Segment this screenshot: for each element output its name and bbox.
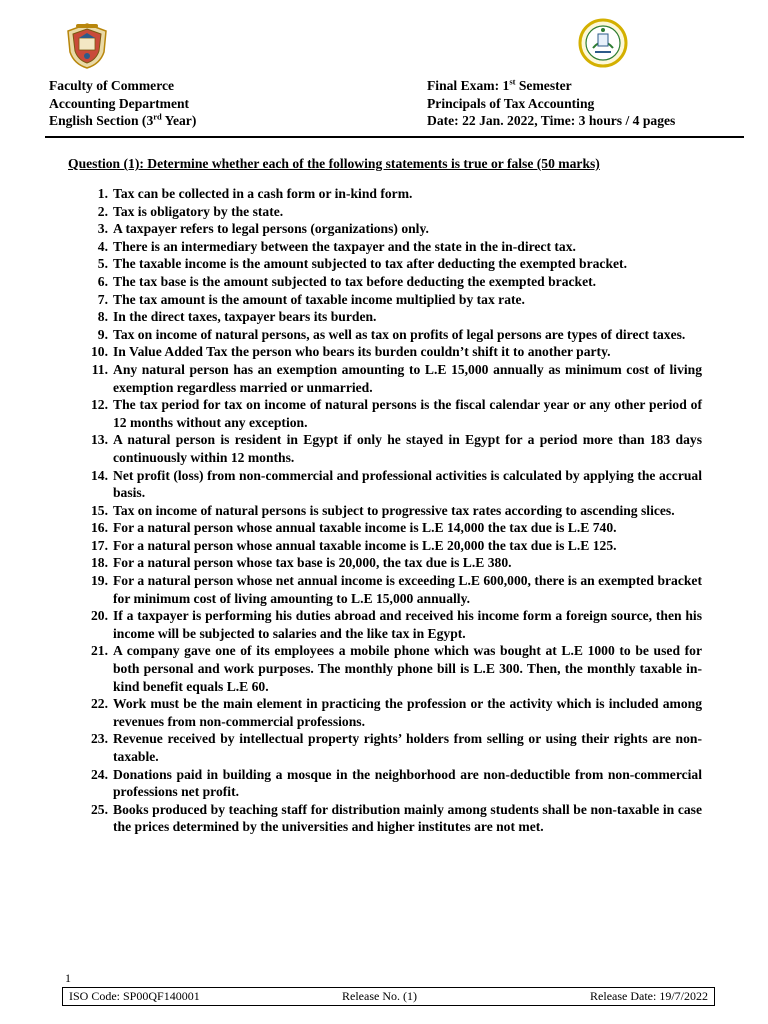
question-title: Question (1): Determine whether each of the following statements is true or false (50 marks) <box>68 156 600 171</box>
question-item <box>78 238 702 256</box>
question-number: 2. <box>97 203 108 219</box>
question-text: The tax period for tax on income of natural persons is the fiscal calendar year or any other period of 12 months without any exception. <box>113 397 702 430</box>
question-text: In Value Added Tax the person who bears its burden couldn’t shift it to another party. <box>113 344 611 360</box>
question-item <box>78 220 702 238</box>
course-name: Principals of Tax Accounting <box>427 95 595 111</box>
question-item <box>78 308 702 326</box>
question-item <box>78 801 702 836</box>
question-number: 4. <box>97 238 108 254</box>
question-item <box>78 291 702 309</box>
question-number: 15. <box>91 502 108 518</box>
question-number: 8. <box>97 309 108 325</box>
question-text: Tax on income of natural persons is subject to progressive tax rates according to ascending slices. <box>113 502 675 518</box>
question-item <box>78 572 702 607</box>
question-number: 25. <box>91 801 108 817</box>
question-number: 5. <box>97 256 108 272</box>
question-item <box>78 730 702 765</box>
question-item <box>78 554 702 572</box>
question-number: 14. <box>91 467 108 483</box>
question-text: Net profit (loss) from non-commercial and professional activities is calculated by applying the accrual basis. <box>113 467 702 501</box>
question-item <box>78 537 702 555</box>
exam-date-time: Date: 22 Jan. 2022, Time: 3 hours / 4 pages <box>427 113 676 128</box>
question-item <box>78 607 702 642</box>
question-list <box>78 185 702 836</box>
question-item <box>78 431 702 466</box>
question-item <box>78 361 702 396</box>
question-text: The tax amount is the amount of taxable income multiplied by tax rate. <box>113 291 525 307</box>
question-item <box>78 326 702 344</box>
question-item <box>78 396 702 431</box>
question-item <box>78 695 702 730</box>
question-number: 11. <box>91 361 108 377</box>
question-text: For a natural person whose annual taxable income is L.E 14,000 the tax due is L.E 740. <box>113 520 617 536</box>
question-number: 16. <box>91 520 108 536</box>
question-text: Work must be the main element in practicing the profession or the activity which is included among revenues from non-commercial professions. <box>113 696 702 729</box>
question-number: 19. <box>91 573 108 589</box>
question-item <box>78 519 702 537</box>
question-text: The tax base is the amount subjected to tax before deducting the exempted bracket. <box>113 273 597 289</box>
question-number: 24. <box>91 766 108 782</box>
question-number: 6. <box>97 273 108 289</box>
header-divider <box>45 136 744 138</box>
question-number: 7. <box>97 291 108 307</box>
question-text: A natural person is resident in Egypt if only he stayed in Egypt for a period more than 183 days continuously within 12 months. <box>113 432 702 465</box>
release-date: Release Date: 19/7/2022 <box>590 989 708 1003</box>
question-text: There is an intermediary between the taxpayer and the state in the in-direct tax. <box>113 238 576 254</box>
university-seal-logo-icon <box>64 22 110 70</box>
question-text: Tax on income of natural persons, as well as tax on profits of legal persons are types of direct taxes. <box>113 326 686 342</box>
question-item <box>78 203 702 221</box>
question-item <box>78 343 702 361</box>
question-item <box>78 467 702 502</box>
header-left-block <box>49 77 196 130</box>
department-name: Accounting Department <box>49 95 190 111</box>
question-number: 1. <box>97 186 108 201</box>
question-text: Revenue received by intellectual property rights’ holders from selling or using their rights are non-taxable. <box>113 731 702 764</box>
question-text: Books produced by teaching staff for distribution mainly among students shall be non-taxable in case the prices determined by the universities and higher institutes are not met. <box>113 801 702 835</box>
question-item <box>78 642 702 695</box>
question-number: 23. <box>91 731 108 747</box>
question-number: 12. <box>91 397 108 413</box>
question-text: For a natural person whose annual taxable income is L.E 20,000 the tax due is L.E 125. <box>113 537 617 553</box>
question-number: 22. <box>91 696 108 712</box>
question-text: For a natural person whose tax base is 20,000, the tax due is L.E 380. <box>113 555 512 571</box>
question-number: 9. <box>97 326 108 342</box>
question-text: A taxpayer refers to legal persons (organizations) only. <box>113 221 429 237</box>
iso-code: ISO Code: SP00QF140001 <box>69 989 200 1003</box>
release-number: Release No. (1) <box>342 989 417 1003</box>
question-text: Any natural person has an exemption amounting to L.E 15,000 annually as minimum cost of living exemption regardless married or unmarried. <box>113 361 702 395</box>
question-number: 20. <box>91 608 108 624</box>
question-text: A company gave one of its employees a mobile phone which was bought at L.E 1000 to be used for both personal and work purposes. The monthly phone bill is L.E 300. Then, the monthly taxable in-kind benefit equals L.E 60. <box>113 643 702 694</box>
header-right-block <box>427 77 675 130</box>
faculty-of-commerce-logo-icon <box>577 18 629 68</box>
footer-box <box>62 987 715 1006</box>
question-text: The taxable income is the amount subjected to tax after deducting the exempted bracket. <box>113 256 627 272</box>
question-number: 3. <box>97 221 108 237</box>
question-item <box>78 185 702 203</box>
page-number: 1 <box>65 971 71 985</box>
exam-type: Final Exam: 1st Semester <box>427 76 572 93</box>
question-item <box>78 255 702 273</box>
question-text: If a taxpayer is performing his duties abroad and received his income form a foreign source, then his income will be subjected to salaries and the like tax in Egypt. <box>113 608 702 641</box>
question-text: For a natural person whose net annual income is exceeding L.E 600,000, there is an exempted bracket for minimum cost of living amounting to L.E 15,000 annually. <box>113 573 702 606</box>
question-text: Donations paid in building a mosque in the neighborhood are non-deductible from non-commercial professions net profit. <box>113 766 702 800</box>
question-item <box>78 273 702 291</box>
question-number: 18. <box>91 555 108 571</box>
question-number: 17. <box>91 537 108 553</box>
question-number: 10. <box>91 344 108 360</box>
question-text: Tax can be collected in a cash form or in-kind form. <box>113 186 413 201</box>
section-name: English Section (3rd Year) <box>49 111 197 128</box>
question-item <box>78 766 702 801</box>
question-text: In the direct taxes, taxpayer bears its burden. <box>113 309 377 325</box>
faculty-name: Faculty of Commerce <box>49 78 175 93</box>
question-number: 13. <box>91 432 108 448</box>
question-text: Tax is obligatory by the state. <box>113 203 284 219</box>
question-number: 21. <box>91 643 108 659</box>
question-item <box>78 502 702 520</box>
